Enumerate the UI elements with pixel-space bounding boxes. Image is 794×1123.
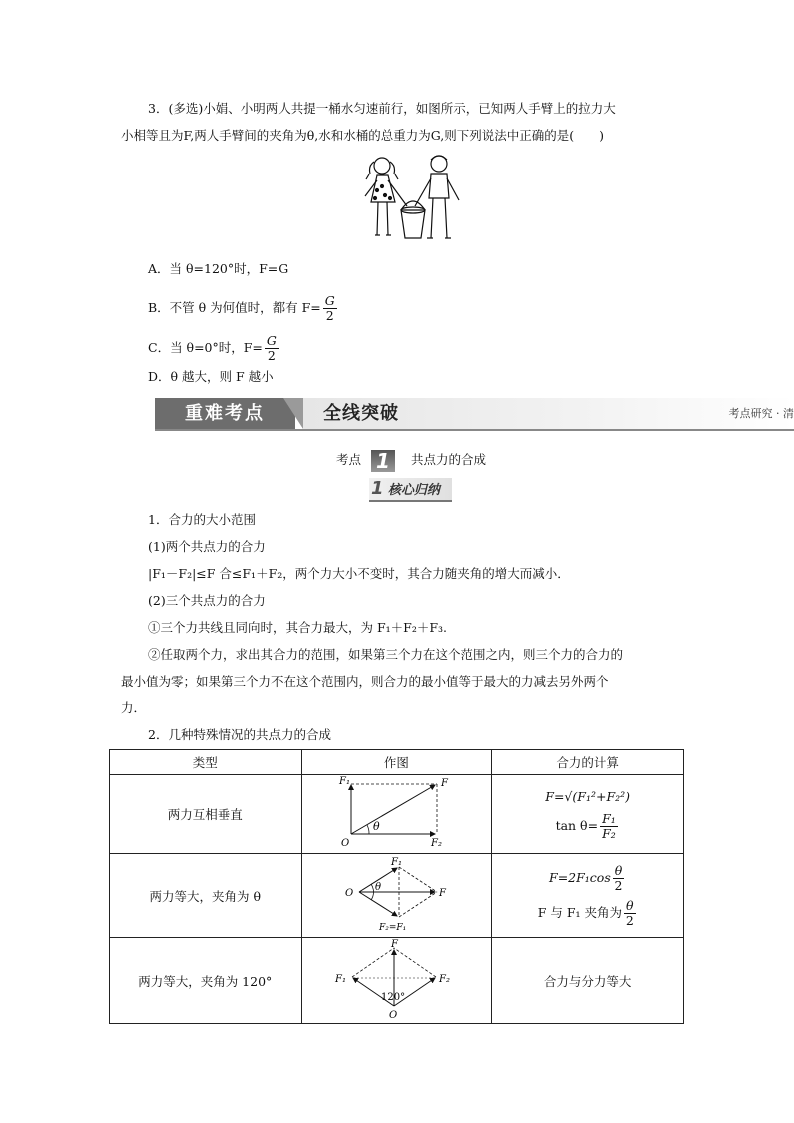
paragraph-4: ①三个力共线且同向时，其合力最大，为 F₁＋F₂＋F₃. bbox=[148, 620, 447, 635]
option-b-fraction bbox=[323, 294, 337, 323]
banner-underline bbox=[155, 429, 794, 431]
table-header-calc: 合力的计算 bbox=[492, 750, 684, 775]
table-row bbox=[110, 938, 684, 1024]
option-b bbox=[148, 294, 339, 323]
table-header-diagram: 作图 bbox=[301, 750, 492, 775]
fraction-numerator: G bbox=[324, 293, 335, 308]
banner-label: 重难考点 bbox=[155, 398, 295, 429]
sub-heading-core bbox=[369, 478, 452, 502]
fraction-denominator: 2 bbox=[625, 912, 634, 928]
label-theta: θ bbox=[373, 819, 381, 833]
section-banner bbox=[155, 398, 794, 429]
row2-diagram-cell bbox=[301, 854, 492, 938]
label-theta: θ bbox=[375, 882, 382, 893]
paragraph-5-line-1: ②任取两个力，求出其合力的范围，如果第三个力在这个范围之内，则三个力的合力的 bbox=[148, 647, 624, 662]
banner-wedge bbox=[283, 398, 303, 429]
row1-diagram-cell bbox=[301, 775, 492, 854]
row2-formula-prefix: F=2F₁cos bbox=[549, 869, 611, 885]
table-row bbox=[110, 775, 684, 854]
fraction-denominator: 2 bbox=[614, 877, 623, 893]
option-c bbox=[148, 334, 281, 363]
kaodian-heading bbox=[336, 448, 486, 472]
option-c-fraction bbox=[265, 334, 279, 363]
label-F: F bbox=[441, 777, 449, 789]
banner-title: 全线突破 bbox=[323, 403, 399, 424]
row1-calc bbox=[492, 775, 684, 854]
label-F: F bbox=[439, 888, 447, 899]
row2-angle-prefix: F 与 F₁ 夹角为 bbox=[537, 904, 623, 920]
row1-formula-2 bbox=[492, 812, 683, 841]
table-row bbox=[110, 854, 684, 938]
fraction-denominator: F₂ bbox=[602, 825, 616, 841]
row1-formula-1: F=√(F₁²+F₂²) bbox=[545, 788, 631, 804]
label-F2: F₂ bbox=[439, 974, 451, 985]
row1-tan-prefix: tan θ= bbox=[555, 817, 599, 833]
equal-forces-diagram bbox=[331, 854, 461, 934]
label-F1: F₁ bbox=[339, 775, 351, 787]
kaodian-title: 共点力的合成 bbox=[410, 452, 486, 467]
label-F: F bbox=[391, 939, 399, 950]
row2-angle-fraction bbox=[624, 899, 636, 928]
row3-calc: 合力与分力等大 bbox=[492, 938, 684, 1024]
fraction-numerator: G bbox=[266, 333, 277, 348]
heading-2: 2．几种特殊情况的共点力的合成 bbox=[148, 727, 331, 742]
row2-formula-1 bbox=[492, 864, 683, 893]
row2-type: 两力等大，夹角为 θ bbox=[110, 854, 302, 938]
label-O: O bbox=[345, 888, 354, 899]
row1-tan-fraction bbox=[600, 812, 618, 841]
composition-table bbox=[109, 749, 684, 1024]
label-F1: F₁ bbox=[391, 857, 403, 868]
option-d: D．θ 越大，则 F 越小 bbox=[148, 369, 274, 384]
paragraph-3: (2)三个共点力的合力 bbox=[148, 593, 266, 608]
kids-carrying-bucket-illustration bbox=[355, 150, 465, 250]
label-F2: F₂ bbox=[431, 837, 443, 849]
kaodian-number-badge: 1 bbox=[371, 450, 395, 472]
label-F1: F₁ bbox=[335, 974, 347, 985]
perpendicular-forces-diagram bbox=[331, 776, 461, 850]
table-header-row bbox=[110, 750, 684, 775]
paragraph-1: (1)两个共点力的合力 bbox=[148, 539, 266, 554]
sub-heading-title: 核心归纳 bbox=[387, 483, 440, 498]
row3-type: 两力等大，夹角为 120° bbox=[110, 938, 302, 1024]
fraction-denominator: 2 bbox=[267, 348, 276, 363]
fraction-numerator: F₁ bbox=[602, 810, 616, 826]
option-b-text: B．不管 θ 为何值时，都有 F= bbox=[148, 300, 321, 315]
paragraph-5-line-2: 最小值为零；如果第三个力不在这个范围内，则合力的最小值等于最大的力减去另外两个 bbox=[121, 674, 609, 689]
row1-type: 两力互相垂直 bbox=[110, 775, 302, 854]
sub-heading-number: 1 bbox=[371, 478, 384, 499]
paragraph-2: |F₁－F₂|≤F 合≤F₁＋F₂，两个力大小不变时，其合力随夹角的增大而减小． bbox=[148, 566, 570, 581]
row2-formula-2 bbox=[492, 899, 683, 928]
fraction-numerator: θ bbox=[626, 897, 634, 913]
option-a: A．当 θ=120°时，F=G bbox=[148, 261, 289, 276]
row3-diagram-cell bbox=[301, 938, 492, 1024]
question-line-2: 小相等且为F,两人手臂间的夹角为θ,水和水桶的总重力为G,则下列说法中正确的是( ) bbox=[121, 128, 604, 143]
forces-120-diagram bbox=[331, 938, 461, 1020]
heading-1: 1．合力的大小范围 bbox=[148, 512, 256, 527]
fraction-numerator: θ bbox=[614, 862, 623, 878]
row2-cos-fraction bbox=[613, 864, 625, 893]
kaodian-label: 考点 bbox=[336, 452, 362, 467]
fraction-denominator: 2 bbox=[325, 308, 334, 323]
option-c-text: C．当 θ=0°时，F= bbox=[148, 340, 263, 355]
table-header-type: 类型 bbox=[110, 750, 302, 775]
label-F2-eq-F1: F₂=F₁ bbox=[379, 923, 407, 933]
label-O: O bbox=[389, 1010, 398, 1020]
row2-calc bbox=[492, 854, 684, 938]
question-line-1: 3．(多选)小娟、小明两人共提一桶水匀速前行，如图所示，已知两人手臂上的拉力大 bbox=[148, 101, 616, 116]
paragraph-5-line-3: 力． bbox=[121, 700, 147, 715]
label-O: O bbox=[341, 837, 350, 849]
label-120-degrees: 120° bbox=[381, 992, 406, 1003]
banner-side-text: 考点研究 · 清 bbox=[728, 407, 794, 420]
